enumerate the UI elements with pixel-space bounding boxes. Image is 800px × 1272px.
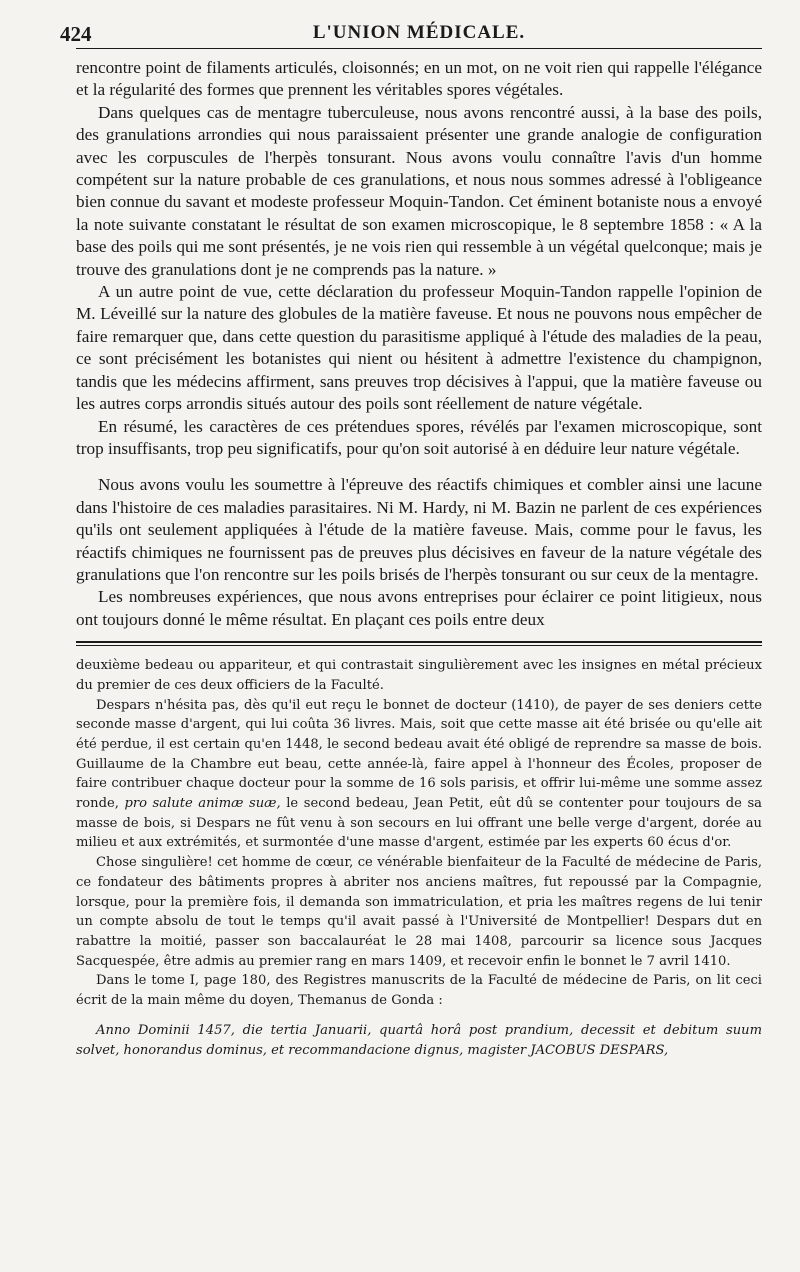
feuilleton-paragraph: Dans le tome I, page 180, des Registres manuscrits de la Faculté de médecine de Paris, on lit ceci écrit de la main même du doyen, Themanus de Gonda : (76, 973, 762, 1009)
article-paragraph: Nous avons voulu les soumettre à l'épreuve des réactifs chimiques et combler ainsi une lacune dans l'histoire de ces maladies parasitaires. Ni M. Hardy, ni M. Bazin ne parlent de ces expériences qu'ils ont seulement appliquées à l'étude de la matière faveuse. Mais, comme pour le favus, les réactifs chimiques ne fournissent pas de preuves plus décisives en faveur de la nature végétale des granulations que l'on rencontre sur les poils brisés de l'herpès tonsurant ou sur ceux de la mentagre. (76, 475, 762, 584)
feuilleton-divider (76, 641, 762, 646)
journal-title: L'UNION MÉDICALE. (312, 22, 526, 43)
feuilleton-text: Despars n'hésita pas, dès qu'il eut reçu le bonnet de docteur (1410), de payer de ses deniers cette seconde masse d'argent, qui lui coûta 36 livres. Mais, soit que cette masse ait été brisée ou qu'elle ait été perdue, il est certain qu'en 1448, le second bedeau avait été obligé de reprendre sa masse de bois. Guillaume de la Chambre eut beau, cette année-là, faire appel à l'honneur des Écoles, proposer de faire contribuer chaque docteur pour la somme de 16 sols parisis, et offrir lui-même une somme assez ronde, (76, 697, 762, 812)
feuilleton-paragraph: Chose singulière! cet homme de cœur, ce vénérable bienfaiteur de la Faculté de médecine de Paris, ce fondateur des bâtiments propres à abriter nos anciens maîtres, fut repoussé par la Compagnie, lorsque, pour la première fois, il demanda son immatriculation, et pria les maîtres regens de lui tenir un compte absolu de tout le temps qu'il avait passé à l'Université de Montpellier! Despars dut en rabattre la moitié, passer son baccalauréat le 28 mai 1408, parcourir sa licence sous Jacques Sacquespée, être admis au premier rang en mars 1409, et recevoir enfin le bonnet le 7 avril 1410. (76, 855, 762, 969)
feuilleton-text: le second bedeau, Jean Petit, eût dû se contenter pour toujours de sa masse de bois, si Despars ne fût venu à son secours en lui offrant une belle verge d'argent, dorée au milieu et aux extrémités, et surmontée d'une masse d'argent, estimée par les experts 60 écus d'or. (76, 796, 762, 851)
article-paragraph: Les nombreuses expériences, que nous avons entreprises pour éclairer ce point litigieux, nous ont toujours donné le même résultat. En plaçant ces poils entre deux (76, 587, 762, 629)
feuilleton-section (76, 656, 762, 1060)
latin-quotation: Anno Dominii 1457, die tertia Januarii, quartâ horâ post prandium, decessit et debitum suum solvet, honorandus dominus, et recommandacione dignus, magister JACOBUS DESPARS, (76, 1022, 762, 1058)
article-paragraph: rencontre point de filaments articulés, cloisonnés; en un mot, on ne voit rien qui rappelle l'élégance et la régularité des formes que prennent les véritables spores végétales. (76, 58, 762, 100)
article-paragraph: Dans quelques cas de mentagre tuberculeuse, nous avons rencontré aussi, à la base des poils, des granulations arrondies qui nous paraissaient présenter une grande analogie de configuration avec les corpuscules de l'herpès tonsurant. Nous avons voulu connaître l'avis d'un homme compétent sur la nature probable de ces granulations, et nous nous sommes adressé à l'obligeance bien connue du savant et modeste professeur Moquin-Tandon. Cet éminent botaniste nous a envoyé la note suivante constatant le résultat de son examen microscopique, le 8 septembre 1858 : « A la base des poils qui me sont présentés, je ne vois rien qui ressemble à un végétal quelconque; mais je trouve des granulations dont je ne comprends pas la nature. » (76, 102, 762, 279)
article-paragraph: En résumé, les caractères de ces prétendues spores, révélés par l'examen microscopique, sont trop insuffisants, trop peu significatifs, pour qu'on soit autorisé à en déduire leur nature végétale. (76, 416, 762, 458)
page-number: 424 (60, 22, 92, 46)
article-paragraph: A un autre point de vue, cette déclaration du professeur Moquin-Tandon rappelle l'opinion de M. Léveillé sur la nature des globules de la matière faveuse. Et nous ne pouvons nous empêcher de faire remarquer que, dans cette question du parasitisme appliqué à l'étude des maladies de la peau, ce sont précisément les botanistes qui nient ou hésitent à admettre l'existence du champignon, tandis que les médecins affirment, sans preuves trop décisives à l'appui, que la matière faveuse ou les autres corps arrondis situés autour des poils sont réellement de nature végétale. (76, 282, 762, 414)
feuilleton-paragraph (76, 696, 762, 854)
latin-phrase: pro salute animæ suæ, (124, 796, 281, 812)
feuilleton-paragraph: deuxième bedeau ou appariteur, et qui contrastait singulièrement avec les insignes en métal précieux du premier de ces deux officiers de la Faculté. (76, 658, 762, 693)
page-header (60, 18, 762, 49)
main-article (76, 57, 762, 631)
